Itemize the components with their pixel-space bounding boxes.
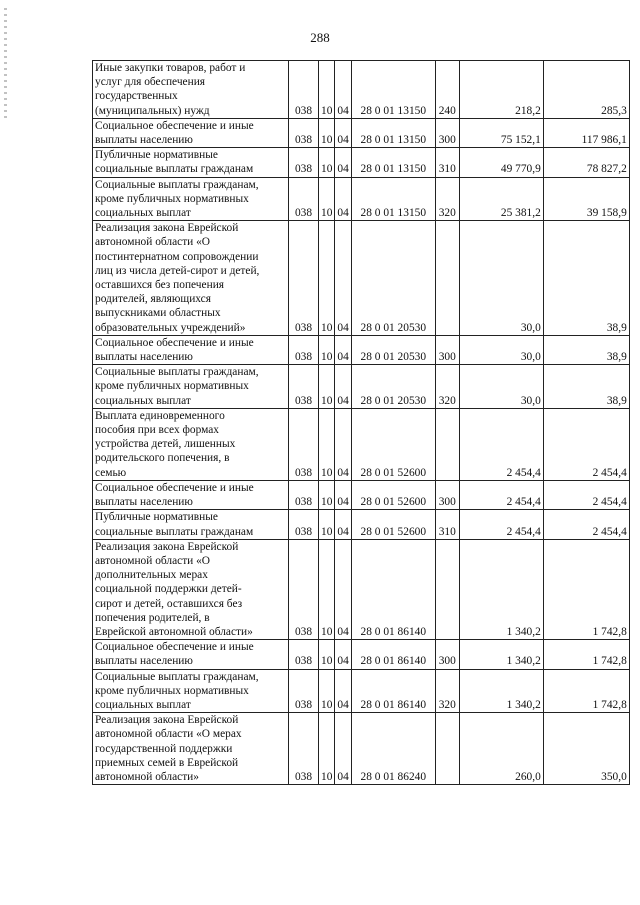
row-target-article: 28 0 01 20530 bbox=[351, 365, 435, 409]
row-ministry-code: 038 bbox=[289, 221, 319, 336]
table-row bbox=[93, 713, 630, 785]
row-amount-year-2: 2 454,4 bbox=[543, 510, 629, 539]
row-section-code: 10 bbox=[319, 365, 335, 409]
row-ministry-code: 038 bbox=[289, 365, 319, 409]
row-subsection-code: 04 bbox=[335, 148, 351, 177]
row-section-code: 10 bbox=[319, 539, 335, 639]
row-amount-year-2: 350,0 bbox=[543, 713, 629, 785]
row-amount-year-1: 49 770,9 bbox=[459, 148, 543, 177]
row-expense-name: Социальное обеспечение и иные выплаты населению bbox=[93, 480, 289, 509]
row-subsection-code: 04 bbox=[335, 61, 351, 119]
row-expense-name: Публичные нормативные социальные выплаты гражданам bbox=[93, 510, 289, 539]
row-subsection-code: 04 bbox=[335, 510, 351, 539]
row-expense-name: Выплата единовременного пособия при всех формах устройства детей, лишенных родительского попечения, в семью bbox=[93, 408, 289, 480]
row-target-article: 28 0 01 86140 bbox=[351, 539, 435, 639]
row-section-code: 10 bbox=[319, 118, 335, 147]
row-ministry-code: 038 bbox=[289, 148, 319, 177]
row-amount-year-2: 117 986,1 bbox=[543, 118, 629, 147]
row-amount-year-2: 2 454,4 bbox=[543, 408, 629, 480]
row-expense-name: Социальные выплаты гражданам, кроме публичных нормативных социальных выплат bbox=[93, 177, 289, 221]
row-expense-name: Реализация закона Еврейской автономной области «О постинтернатном сопровождении лиц из числа детей-сирот и детей, оставшихся без попечения родителей, являющихся выпускниками областных образовательных учреждений» bbox=[93, 221, 289, 336]
row-expense-type bbox=[435, 539, 459, 639]
row-ministry-code: 038 bbox=[289, 640, 319, 669]
row-expense-name: Иные закупки товаров, работ и услуг для обеспечения государственных (муниципальных) нужд bbox=[93, 61, 289, 119]
row-subsection-code: 04 bbox=[335, 408, 351, 480]
row-expense-name: Реализация закона Еврейской автономной области «О дополнительных мерах социальной поддержки детей- сирот и детей, оставшихся без попечения родителей, в Еврейской автономной области» bbox=[93, 539, 289, 639]
row-expense-type: 320 bbox=[435, 365, 459, 409]
table-row bbox=[93, 365, 630, 409]
row-expense-name: Публичные нормативные социальные выплаты гражданам bbox=[93, 148, 289, 177]
row-expense-name: Социальное обеспечение и иные выплаты населению bbox=[93, 118, 289, 147]
row-expense-type: 320 bbox=[435, 177, 459, 221]
row-subsection-code: 04 bbox=[335, 480, 351, 509]
row-amount-year-1: 218,2 bbox=[459, 61, 543, 119]
row-subsection-code: 04 bbox=[335, 365, 351, 409]
row-amount-year-2: 1 742,8 bbox=[543, 640, 629, 669]
row-amount-year-2: 38,9 bbox=[543, 365, 629, 409]
row-subsection-code: 04 bbox=[335, 177, 351, 221]
row-amount-year-2: 78 827,2 bbox=[543, 148, 629, 177]
row-amount-year-1: 30,0 bbox=[459, 365, 543, 409]
row-section-code: 10 bbox=[319, 148, 335, 177]
row-amount-year-1: 1 340,2 bbox=[459, 640, 543, 669]
table-row bbox=[93, 61, 630, 119]
row-section-code: 10 bbox=[319, 510, 335, 539]
row-amount-year-2: 1 742,8 bbox=[543, 669, 629, 713]
row-target-article: 28 0 01 86140 bbox=[351, 640, 435, 669]
table-row bbox=[93, 177, 630, 221]
row-expense-type: 300 bbox=[435, 480, 459, 509]
row-section-code: 10 bbox=[319, 713, 335, 785]
row-expense-type bbox=[435, 408, 459, 480]
budget-table bbox=[92, 60, 630, 785]
row-ministry-code: 038 bbox=[289, 539, 319, 639]
row-target-article: 28 0 01 13150 bbox=[351, 118, 435, 147]
row-ministry-code: 038 bbox=[289, 480, 319, 509]
row-expense-name: Социальное обеспечение и иные выплаты населению bbox=[93, 640, 289, 669]
row-target-article: 28 0 01 52600 bbox=[351, 480, 435, 509]
scan-margin-artifact bbox=[4, 8, 7, 118]
table-row bbox=[93, 640, 630, 669]
row-amount-year-2: 38,9 bbox=[543, 221, 629, 336]
row-amount-year-1: 30,0 bbox=[459, 221, 543, 336]
row-ministry-code: 038 bbox=[289, 118, 319, 147]
row-amount-year-1: 25 381,2 bbox=[459, 177, 543, 221]
row-target-article: 28 0 01 86140 bbox=[351, 669, 435, 713]
row-amount-year-1: 2 454,4 bbox=[459, 510, 543, 539]
row-target-article: 28 0 01 13150 bbox=[351, 148, 435, 177]
row-amount-year-1: 75 152,1 bbox=[459, 118, 543, 147]
row-expense-name: Социальные выплаты гражданам, кроме публичных нормативных социальных выплат bbox=[93, 669, 289, 713]
row-ministry-code: 038 bbox=[289, 61, 319, 119]
row-amount-year-2: 1 742,8 bbox=[543, 539, 629, 639]
row-section-code: 10 bbox=[319, 177, 335, 221]
row-expense-name: Социальное обеспечение и иные выплаты населению bbox=[93, 335, 289, 364]
row-subsection-code: 04 bbox=[335, 640, 351, 669]
table-row bbox=[93, 539, 630, 639]
row-expense-type: 310 bbox=[435, 148, 459, 177]
row-amount-year-2: 39 158,9 bbox=[543, 177, 629, 221]
row-amount-year-1: 2 454,4 bbox=[459, 480, 543, 509]
row-subsection-code: 04 bbox=[335, 713, 351, 785]
row-amount-year-2: 285,3 bbox=[543, 61, 629, 119]
row-target-article: 28 0 01 86240 bbox=[351, 713, 435, 785]
row-expense-type bbox=[435, 221, 459, 336]
row-section-code: 10 bbox=[319, 408, 335, 480]
table-row bbox=[93, 480, 630, 509]
row-ministry-code: 038 bbox=[289, 669, 319, 713]
row-ministry-code: 038 bbox=[289, 335, 319, 364]
row-ministry-code: 038 bbox=[289, 177, 319, 221]
row-ministry-code: 038 bbox=[289, 510, 319, 539]
row-expense-name: Социальные выплаты гражданам, кроме публичных нормативных социальных выплат bbox=[93, 365, 289, 409]
row-section-code: 10 bbox=[319, 640, 335, 669]
row-expense-type: 310 bbox=[435, 510, 459, 539]
row-expense-type: 320 bbox=[435, 669, 459, 713]
row-ministry-code: 038 bbox=[289, 713, 319, 785]
row-section-code: 10 bbox=[319, 669, 335, 713]
row-target-article: 28 0 01 13150 bbox=[351, 177, 435, 221]
row-target-article: 28 0 01 20530 bbox=[351, 335, 435, 364]
row-amount-year-1: 2 454,4 bbox=[459, 408, 543, 480]
row-amount-year-1: 30,0 bbox=[459, 335, 543, 364]
row-subsection-code: 04 bbox=[335, 118, 351, 147]
row-ministry-code: 038 bbox=[289, 408, 319, 480]
row-expense-name: Реализация закона Еврейской автономной области «О мерах государственной поддержки приемных семей в Еврейской автономной области» bbox=[93, 713, 289, 785]
page-number: 288 bbox=[310, 30, 330, 45]
row-subsection-code: 04 bbox=[335, 221, 351, 336]
row-expense-type: 300 bbox=[435, 640, 459, 669]
table-row bbox=[93, 408, 630, 480]
row-section-code: 10 bbox=[319, 221, 335, 336]
row-target-article: 28 0 01 52600 bbox=[351, 408, 435, 480]
table-row bbox=[93, 669, 630, 713]
row-expense-type: 300 bbox=[435, 335, 459, 364]
row-amount-year-2: 38,9 bbox=[543, 335, 629, 364]
row-subsection-code: 04 bbox=[335, 669, 351, 713]
row-target-article: 28 0 01 52600 bbox=[351, 510, 435, 539]
row-target-article: 28 0 01 13150 bbox=[351, 61, 435, 119]
table-row bbox=[93, 148, 630, 177]
table-row bbox=[93, 221, 630, 336]
row-section-code: 10 bbox=[319, 61, 335, 119]
budget-table-body bbox=[93, 61, 630, 785]
row-expense-type: 300 bbox=[435, 118, 459, 147]
row-section-code: 10 bbox=[319, 480, 335, 509]
table-row bbox=[93, 118, 630, 147]
row-subsection-code: 04 bbox=[335, 335, 351, 364]
row-target-article: 28 0 01 20530 bbox=[351, 221, 435, 336]
table-row bbox=[93, 510, 630, 539]
table-row bbox=[93, 335, 630, 364]
row-section-code: 10 bbox=[319, 335, 335, 364]
row-amount-year-1: 1 340,2 bbox=[459, 669, 543, 713]
row-amount-year-1: 1 340,2 bbox=[459, 539, 543, 639]
row-amount-year-1: 260,0 bbox=[459, 713, 543, 785]
row-expense-type bbox=[435, 713, 459, 785]
row-amount-year-2: 2 454,4 bbox=[543, 480, 629, 509]
row-subsection-code: 04 bbox=[335, 539, 351, 639]
row-expense-type: 240 bbox=[435, 61, 459, 119]
